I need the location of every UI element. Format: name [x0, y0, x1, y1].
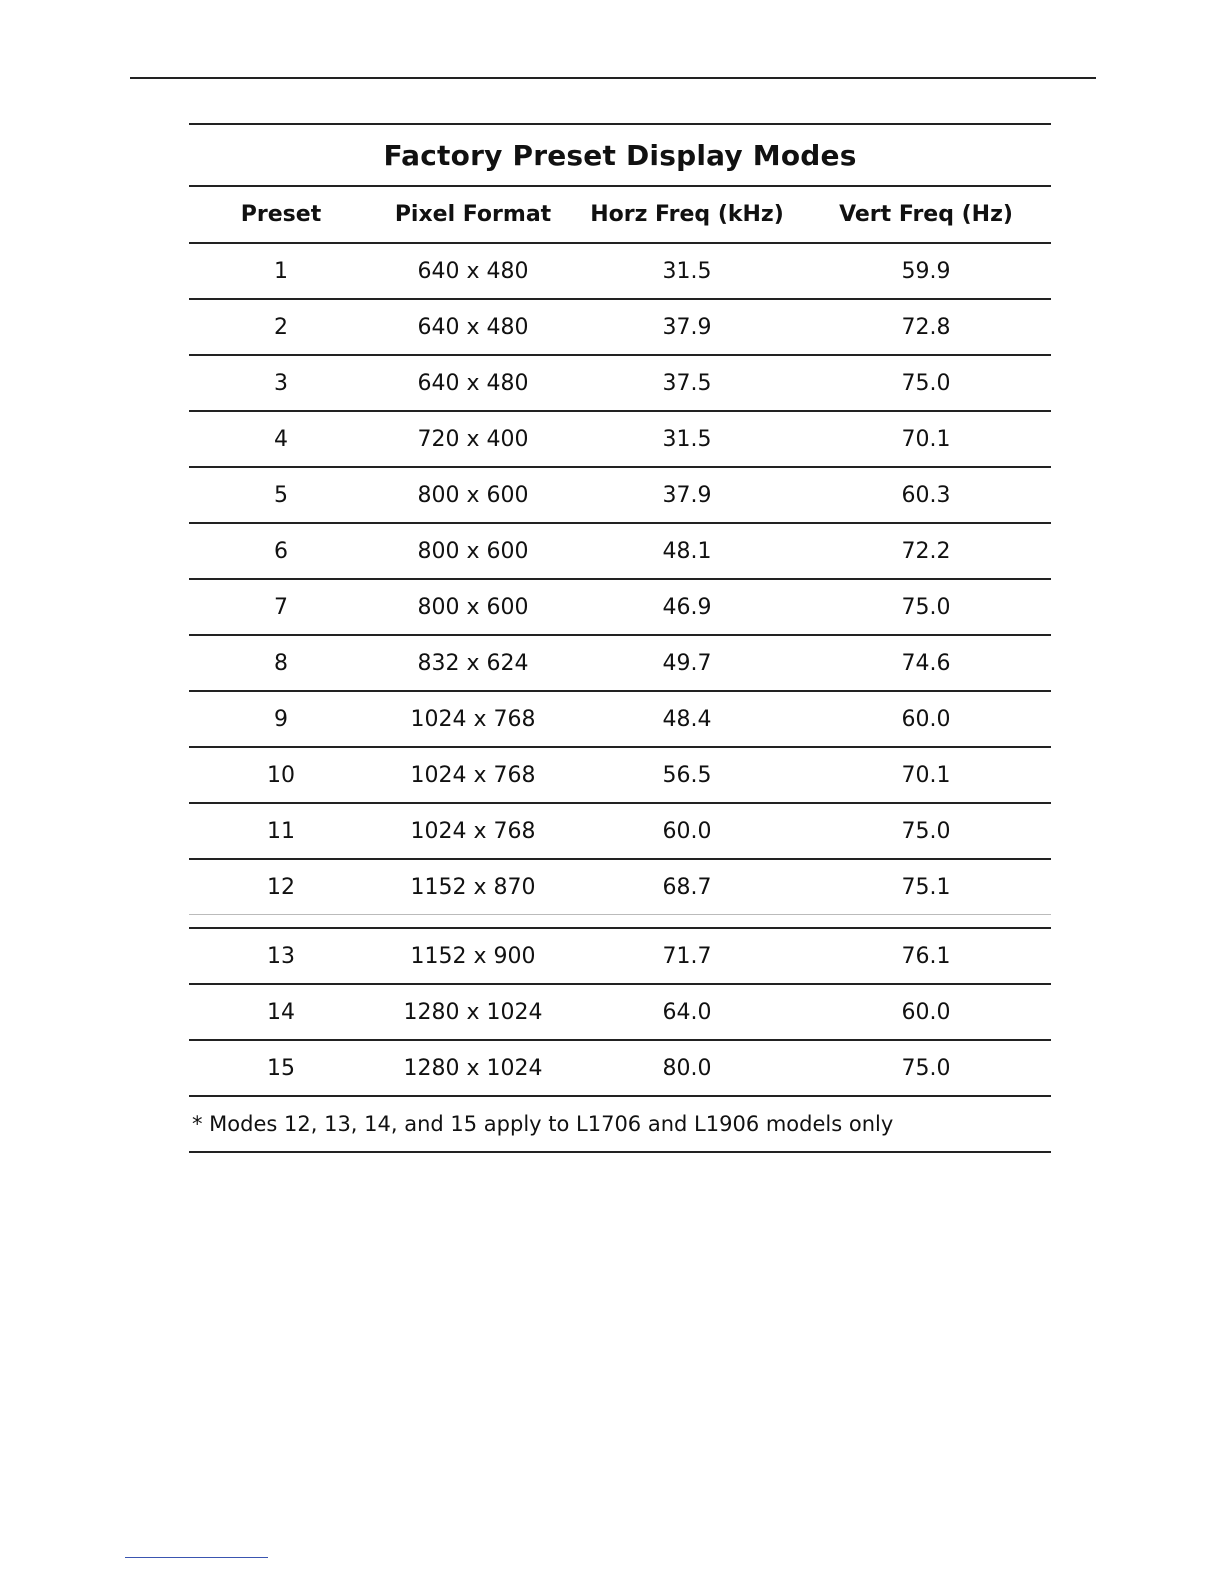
preset-cell: 1 — [189, 243, 373, 299]
vert-freq-cell: 75.0 — [801, 803, 1051, 859]
horz-freq-cell: 71.7 — [573, 928, 801, 984]
table-header-row — [189, 186, 1051, 243]
column-header: Pixel Format — [373, 186, 573, 243]
vert-freq-cell: 75.0 — [801, 355, 1051, 411]
pixel-format-cell: 1280 x 1024 — [373, 984, 573, 1040]
table-row — [189, 299, 1051, 355]
column-header: Preset — [189, 186, 373, 243]
table-footnote-row — [189, 1096, 1051, 1152]
pixel-format-cell: 1024 x 768 — [373, 747, 573, 803]
vert-freq-cell: 60.0 — [801, 984, 1051, 1040]
preset-cell: 15 — [189, 1040, 373, 1096]
vert-freq-cell: 75.0 — [801, 1040, 1051, 1096]
vert-freq-cell: 75.1 — [801, 859, 1051, 915]
table-row — [189, 859, 1051, 915]
preset-cell: 5 — [189, 467, 373, 523]
horz-freq-cell: 56.5 — [573, 747, 801, 803]
footer-link-rule — [125, 1557, 268, 1558]
vert-freq-cell: 76.1 — [801, 928, 1051, 984]
horz-freq-cell: 64.0 — [573, 984, 801, 1040]
pixel-format-cell: 640 x 480 — [373, 355, 573, 411]
horz-freq-cell: 37.9 — [573, 299, 801, 355]
preset-cell: 12 — [189, 859, 373, 915]
pixel-format-cell: 800 x 600 — [373, 579, 573, 635]
preset-cell: 8 — [189, 635, 373, 691]
vert-freq-cell: 59.9 — [801, 243, 1051, 299]
table-title: Factory Preset Display Modes — [189, 124, 1051, 186]
horz-freq-cell: 48.1 — [573, 523, 801, 579]
table-divider — [189, 915, 1051, 929]
page-header-rule — [130, 77, 1096, 79]
pixel-format-cell: 640 x 480 — [373, 243, 573, 299]
horz-freq-cell: 80.0 — [573, 1040, 801, 1096]
table-row — [189, 579, 1051, 635]
display-modes-table — [189, 123, 1051, 1153]
horz-freq-cell: 37.9 — [573, 467, 801, 523]
vert-freq-cell: 74.6 — [801, 635, 1051, 691]
vert-freq-cell: 60.3 — [801, 467, 1051, 523]
horz-freq-cell: 60.0 — [573, 803, 801, 859]
pixel-format-cell: 1024 x 768 — [373, 803, 573, 859]
preset-cell: 14 — [189, 984, 373, 1040]
vert-freq-cell: 60.0 — [801, 691, 1051, 747]
pixel-format-cell: 800 x 600 — [373, 467, 573, 523]
vert-freq-cell: 72.2 — [801, 523, 1051, 579]
table-row — [189, 691, 1051, 747]
pixel-format-cell: 1280 x 1024 — [373, 1040, 573, 1096]
preset-cell: 10 — [189, 747, 373, 803]
table-title-row — [189, 124, 1051, 186]
table-row — [189, 467, 1051, 523]
pixel-format-cell: 1024 x 768 — [373, 691, 573, 747]
table-row — [189, 411, 1051, 467]
vert-freq-cell: 72.8 — [801, 299, 1051, 355]
table-row — [189, 1040, 1051, 1096]
preset-cell: 3 — [189, 355, 373, 411]
preset-cell: 6 — [189, 523, 373, 579]
horz-freq-cell: 68.7 — [573, 859, 801, 915]
table-row — [189, 355, 1051, 411]
table-footnote: * Modes 12, 13, 14, and 15 apply to L1706 and L1906 models only — [189, 1096, 1051, 1152]
vert-freq-cell: 75.0 — [801, 579, 1051, 635]
horz-freq-cell: 37.5 — [573, 355, 801, 411]
table-row — [189, 635, 1051, 691]
preset-cell: 7 — [189, 579, 373, 635]
pixel-format-cell: 800 x 600 — [373, 523, 573, 579]
column-header: Vert Freq (Hz) — [801, 186, 1051, 243]
pixel-format-cell: 1152 x 870 — [373, 859, 573, 915]
table-row — [189, 523, 1051, 579]
horz-freq-cell: 31.5 — [573, 411, 801, 467]
horz-freq-cell: 31.5 — [573, 243, 801, 299]
table-row — [189, 747, 1051, 803]
preset-cell: 2 — [189, 299, 373, 355]
preset-cell: 13 — [189, 928, 373, 984]
vert-freq-cell: 70.1 — [801, 747, 1051, 803]
vert-freq-cell: 70.1 — [801, 411, 1051, 467]
preset-cell: 4 — [189, 411, 373, 467]
horz-freq-cell: 46.9 — [573, 579, 801, 635]
horz-freq-cell: 49.7 — [573, 635, 801, 691]
table-row — [189, 984, 1051, 1040]
table-row — [189, 803, 1051, 859]
horz-freq-cell: 48.4 — [573, 691, 801, 747]
table-row — [189, 928, 1051, 984]
table-row — [189, 243, 1051, 299]
preset-cell: 11 — [189, 803, 373, 859]
column-header: Horz Freq (kHz) — [573, 186, 801, 243]
preset-cell: 9 — [189, 691, 373, 747]
pixel-format-cell: 640 x 480 — [373, 299, 573, 355]
pixel-format-cell: 1152 x 900 — [373, 928, 573, 984]
pixel-format-cell: 832 x 624 — [373, 635, 573, 691]
pixel-format-cell: 720 x 400 — [373, 411, 573, 467]
